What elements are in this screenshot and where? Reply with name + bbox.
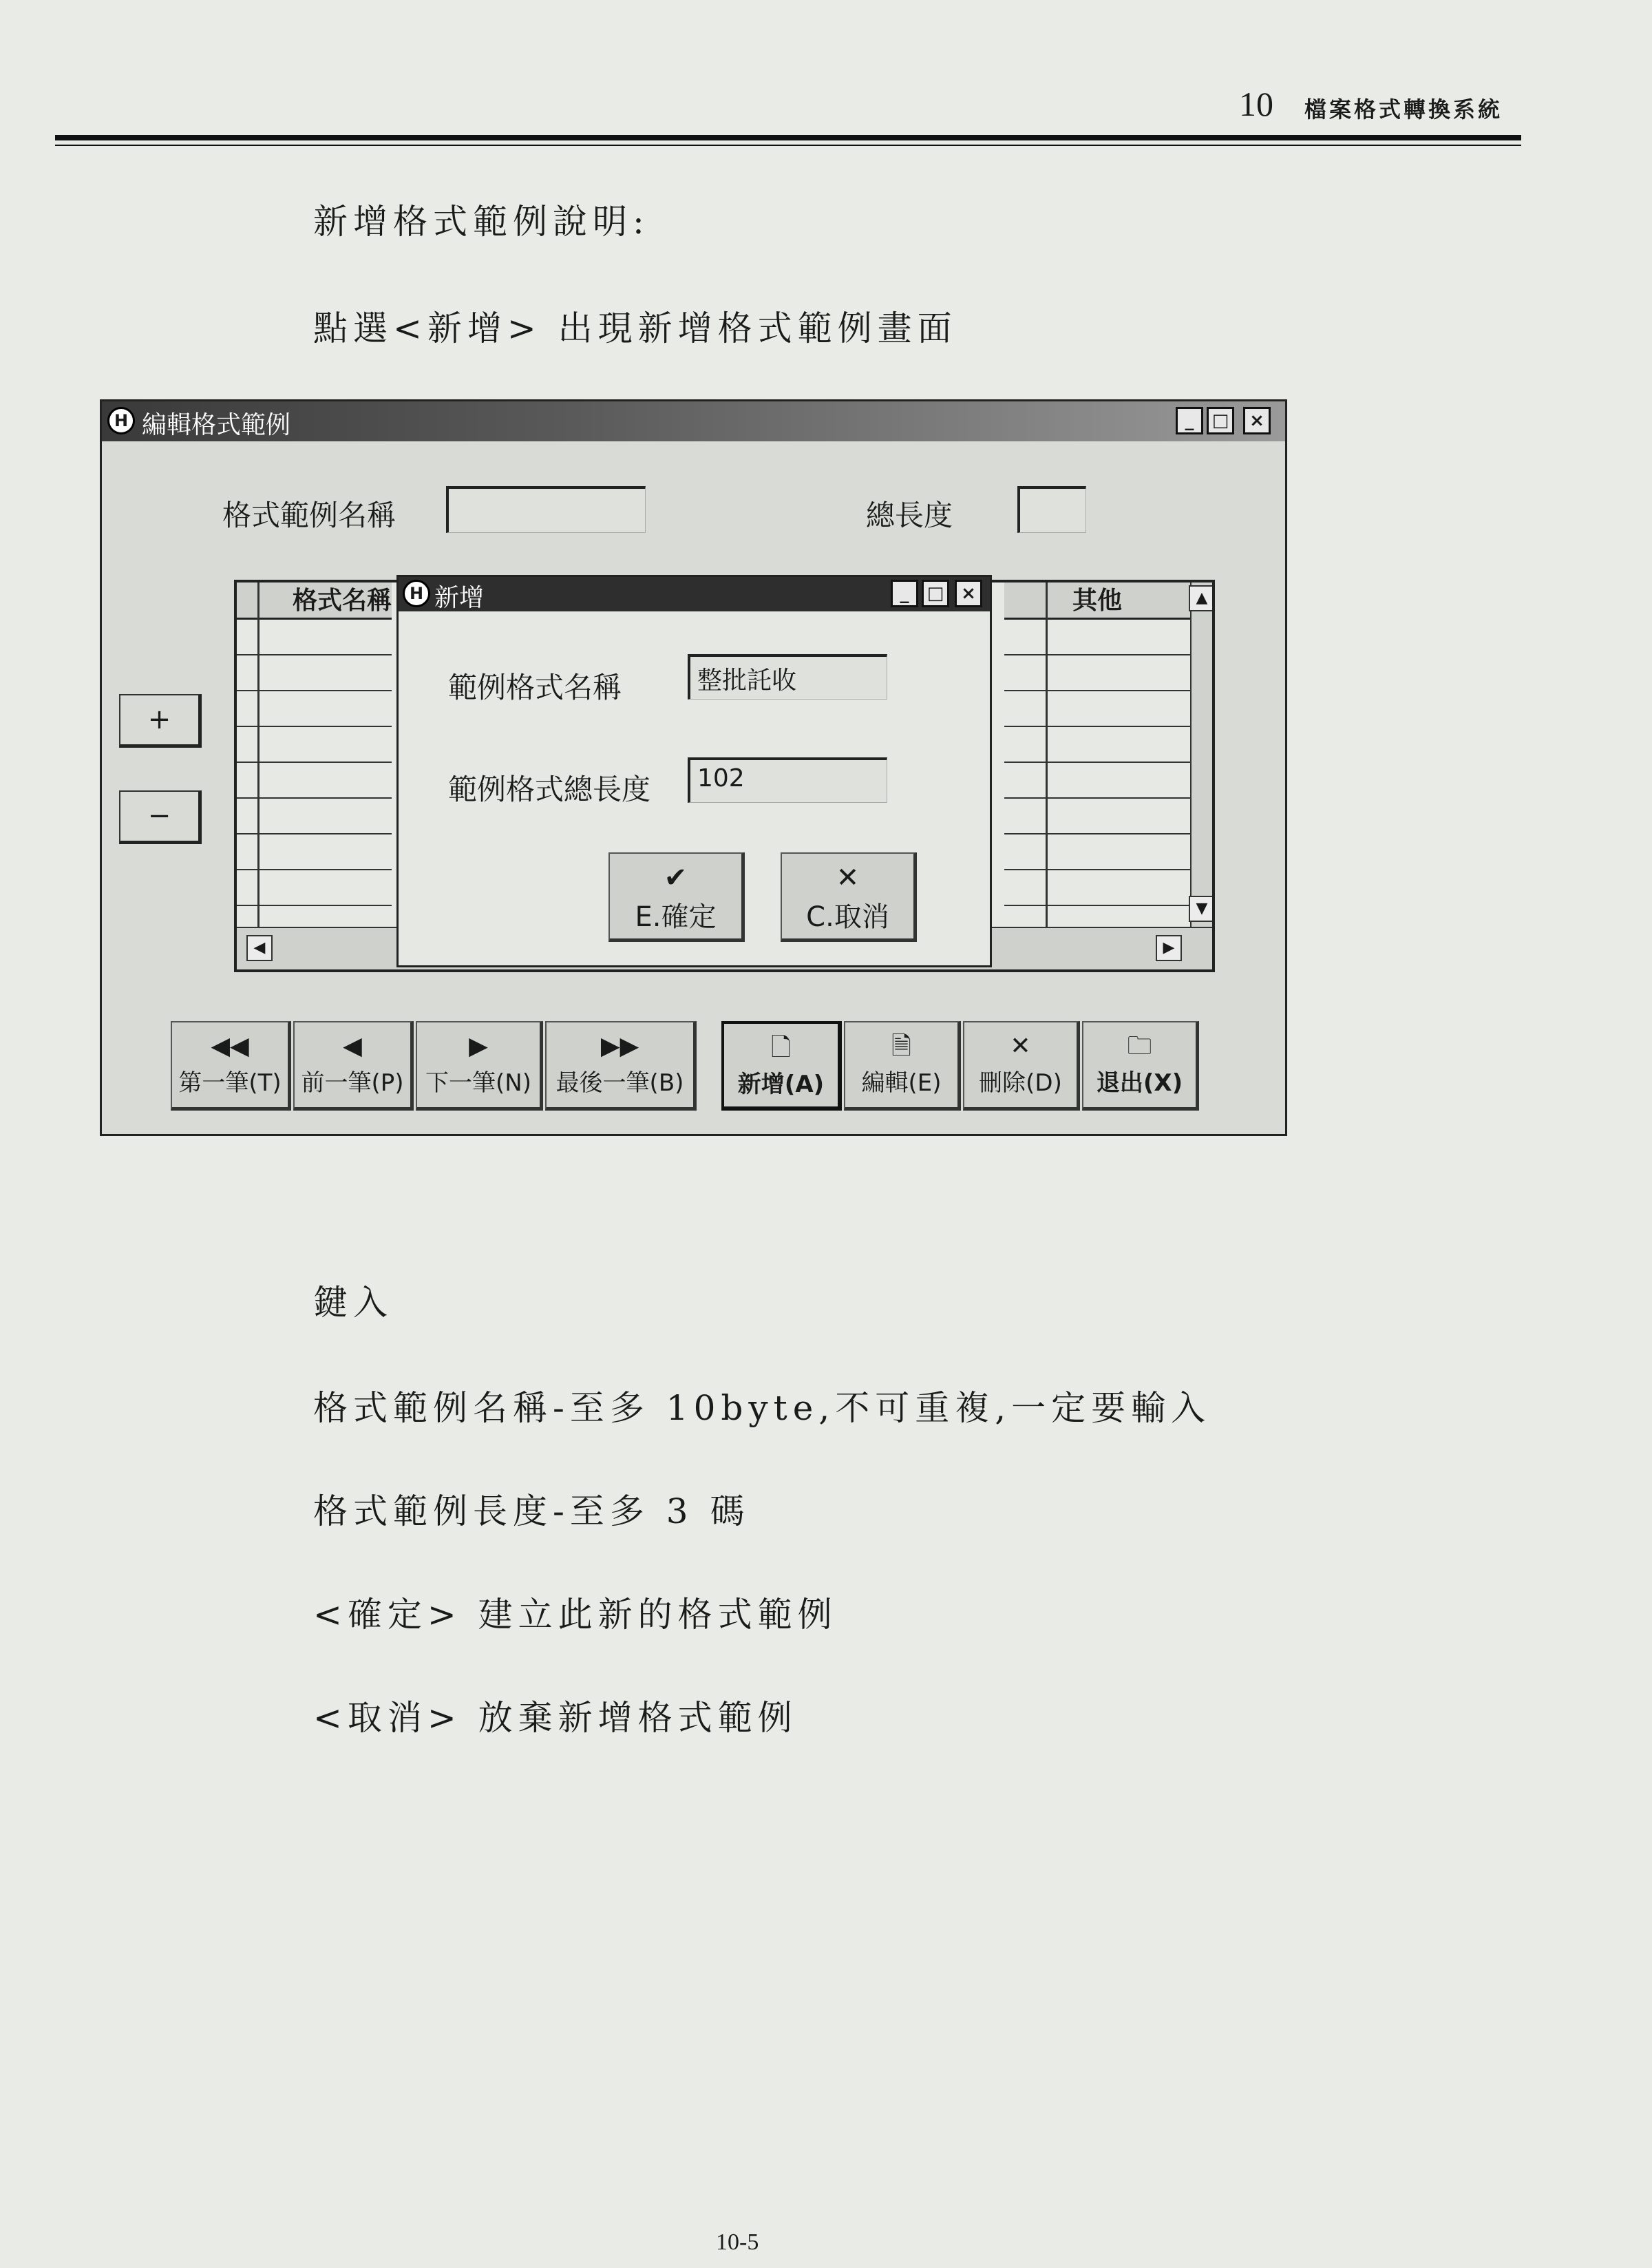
table-row[interactable] [237,620,392,655]
table-row[interactable] [1004,834,1190,870]
edit-label: 編輯(E) [861,1069,942,1097]
scroll-right-button[interactable]: ▶ [1156,935,1182,961]
table-row[interactable] [1004,763,1190,799]
total-length-label: 總長度 [866,498,953,532]
dialog-minimize-button[interactable]: _ [891,580,918,607]
dialog-name-input[interactable]: 整批託收 [688,654,887,700]
edit-format-window [100,399,1287,1136]
table-row[interactable] [237,655,392,691]
new-file-icon: 🗋 [771,1033,791,1062]
next-record-label: 下一筆(N) [425,1069,531,1097]
exit-label: 退出(X) [1096,1069,1183,1097]
table-row[interactable] [1004,870,1190,906]
section-heading: 新增格式範例說明: [313,202,650,242]
header-rule [55,135,1521,140]
scroll-up-button[interactable]: ▲ [1189,585,1215,611]
rule-cancel: <取消> 放棄新增格式範例 [313,1698,798,1738]
double-right-icon: ▶▶ [600,1032,639,1060]
previous-record-button[interactable] [293,1021,414,1111]
input-heading: 鍵入 [313,1283,393,1323]
grid-header-format-name: 格式名稱 [237,582,392,620]
rule-name-length: 格式範例名稱-至多 10byte,不可重複,一定要輸入 [313,1388,1211,1428]
first-record-label: 第一筆(T) [178,1069,282,1097]
grid-column-divider [1046,582,1048,927]
total-length-input[interactable] [1017,486,1086,533]
minimize-button[interactable]: _ [1176,407,1203,434]
table-row[interactable] [1004,727,1190,763]
page-number: 10-5 [716,2229,759,2255]
last-record-label: 最後一筆(B) [555,1069,684,1097]
table-row[interactable] [237,834,392,870]
last-record-button[interactable] [545,1021,697,1111]
chapter-title: 檔案格式轉換系統 [1304,96,1503,123]
dialog-title: 新增 [434,584,485,612]
header-rule-thin [55,145,1521,146]
table-row[interactable] [1004,620,1190,655]
check-icon: ✔ [664,862,688,894]
cancel-label: C.取消 [806,901,889,933]
chapter-number: 10 [1239,85,1273,123]
cancel-icon: ✕ [836,862,860,894]
add-label: 新增(A) [737,1071,825,1098]
dialog-length-label: 範例格式總長度 [448,773,651,806]
grid-header-other: 其他 [1004,582,1190,620]
cancel-button[interactable] [781,852,917,942]
dialog-name-label: 範例格式名稱 [448,671,622,704]
app-icon: H [107,407,135,434]
rule-length-digits: 格式範例長度-至多 3 碼 [313,1491,750,1531]
edit-button[interactable] [844,1021,961,1111]
document-icon: 🗎 [891,1032,911,1060]
dialog-titlebar [399,577,990,611]
delete-label: 刪除(D) [979,1069,1062,1097]
dialog-length-input[interactable]: 102 [688,757,887,803]
next-record-button[interactable] [416,1021,543,1111]
confirm-button[interactable] [608,852,745,942]
table-row[interactable] [237,727,392,763]
format-name-label: 格式範例名稱 [222,498,396,532]
left-arrow-icon: ◀ [343,1032,362,1060]
first-record-button[interactable] [171,1021,291,1111]
close-button[interactable]: × [1243,407,1271,434]
dialog-maximize-button[interactable]: □ [922,580,949,607]
table-row[interactable] [237,870,392,906]
confirm-label: E.確定 [635,901,717,933]
double-left-icon: ◀◀ [211,1032,249,1060]
format-name-input[interactable] [446,486,646,533]
dialog-app-icon: H [403,580,430,607]
dialog-close-button[interactable]: × [955,580,982,607]
delete-button[interactable] [963,1021,1080,1111]
exit-button[interactable] [1082,1021,1199,1111]
window-titlebar [102,401,1285,441]
table-row[interactable] [237,763,392,799]
delete-icon: ✕ [1010,1032,1031,1060]
grid-column-left [237,582,392,927]
table-row[interactable] [237,799,392,834]
scroll-down-button[interactable]: ▼ [1189,896,1215,922]
previous-record-label: 前一筆(P) [301,1069,404,1097]
scroll-left-button[interactable]: ◀ [246,935,273,961]
remove-row-button[interactable]: − [119,790,202,844]
folder-icon: 🗀 [1127,1032,1152,1060]
maximize-button[interactable]: □ [1207,407,1234,434]
table-row[interactable] [1004,799,1190,834]
window-title: 編輯格式範例 [142,411,291,439]
grid-row-header-divider [257,582,260,927]
instruction-text: 點選<新增> 出現新增格式範例畫面 [313,308,957,348]
vertical-scrollbar[interactable] [1190,582,1212,927]
rule-confirm: <確定> 建立此新的格式範例 [313,1595,838,1635]
table-row[interactable] [237,691,392,727]
grid-column-right [1004,582,1190,927]
add-button[interactable] [721,1021,842,1111]
table-row[interactable] [1004,655,1190,691]
table-row[interactable] [1004,691,1190,727]
new-format-dialog [396,575,992,967]
right-arrow-icon: ▶ [469,1032,488,1060]
add-row-button[interactable]: + [119,694,202,748]
